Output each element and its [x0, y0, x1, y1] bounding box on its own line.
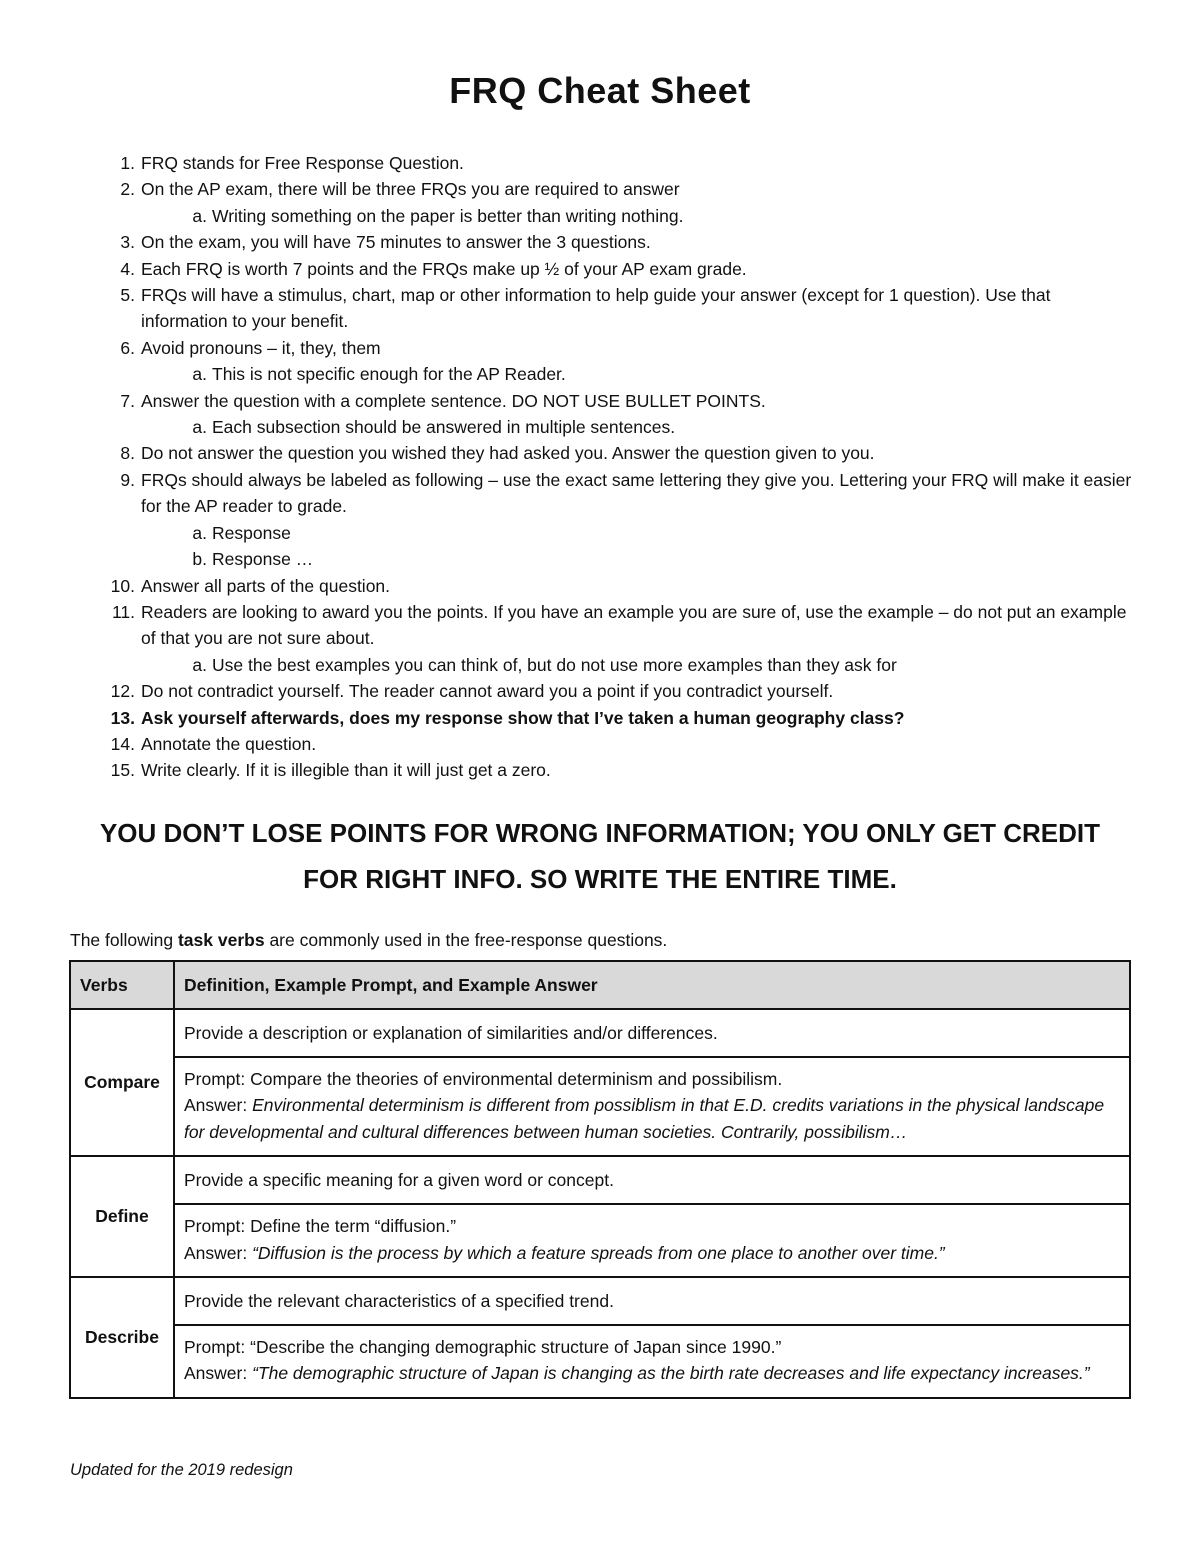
- list-item: [120, 440, 1141, 466]
- column-header-verbs: Verbs: [70, 961, 174, 1009]
- item-text: Readers are looking to award you the points. If you have an example you are sure of, use the example – do not put an example of that you are not sure about.: [141, 601, 1127, 649]
- item-text: FRQs will have a stimulus, chart, map or other information to help guide your answer (except for 1 question). Use that information to your benefit.: [141, 285, 1051, 332]
- item-number: 2.: [120, 179, 135, 200]
- table-row: [70, 1009, 1130, 1057]
- verb-cell: Define: [70, 1156, 174, 1277]
- prompt-text: “Describe the changing demographic structure of Japan since 1990.”: [250, 1337, 782, 1358]
- answer-label: Answer:: [184, 1095, 253, 1116]
- item-text: Do not answer the question you wished they had asked you. Answer the question given to you.: [141, 443, 875, 464]
- answer-text: Environmental determinism is different from possiblism in that E.D. credits variations in the physical landscape for developmental and cultural differences between human societies. Contrarily, possibilism…: [184, 1095, 1105, 1142]
- verb-cell: Compare: [70, 1009, 174, 1156]
- item-number: 7.: [120, 390, 135, 411]
- list-item: [120, 176, 1141, 229]
- sub-item-letter: a.: [192, 364, 207, 385]
- sub-list: [141, 414, 1141, 440]
- item-text: On the exam, you will have 75 minutes to answer the 3 questions.: [141, 232, 651, 253]
- sub-list-item: [141, 546, 1141, 572]
- sub-item-letter: a.: [192, 417, 207, 438]
- list-item: [120, 150, 1141, 176]
- sub-item-text: Each subsection should be answered in multiple sentences.: [212, 417, 676, 438]
- sub-list: [141, 361, 1141, 387]
- prompt-label: Prompt:: [184, 1216, 251, 1237]
- sub-item-letter: a.: [192, 205, 207, 226]
- list-item: [120, 229, 1141, 255]
- item-text: FRQs should always be labeled as following – use the exact same lettering they give you. Lettering your FRQ will make it easier for the AP reader to grade.: [141, 469, 1132, 517]
- item-number: 4.: [120, 258, 135, 279]
- item-number: 1.: [120, 153, 135, 173]
- table-header-row: [70, 961, 1130, 1009]
- prompt-label: Prompt:: [184, 1069, 251, 1089]
- answer-line: [184, 1240, 1120, 1266]
- item-number: 6.: [120, 337, 135, 358]
- item-number: 11.: [111, 601, 135, 622]
- sub-list-item: [141, 361, 1141, 387]
- item-text: Answer all parts of the question.: [141, 575, 391, 596]
- sub-item-text: This is not specific enough for the AP Reader.: [212, 364, 566, 385]
- list-item: [110, 573, 1141, 599]
- definition-cell: Provide a specific meaning for a given word or concept.: [174, 1156, 1130, 1204]
- verb-cell: Describe: [70, 1277, 174, 1398]
- prompt-text: Define the term “diffusion.”: [250, 1216, 457, 1237]
- list-item: [110, 678, 1141, 704]
- item-number: 9.: [120, 469, 135, 490]
- example-cell: [174, 1325, 1130, 1398]
- sub-list-item: [141, 652, 1141, 678]
- item-number: 8.: [120, 443, 135, 464]
- tips-list: [110, 150, 1141, 784]
- answer-text: “Diffusion is the process by which a feature spreads from one place to another over time.”: [252, 1242, 945, 1263]
- sub-item-text: Use the best examples you can think of, but do not use more examples than they ask for: [212, 654, 897, 675]
- example-cell: [174, 1204, 1130, 1277]
- answer-text: “The demographic structure of Japan is changing as the birth rate decreases and life expectancy increases.”: [252, 1363, 1090, 1384]
- list-item-emphasized: [110, 705, 1141, 731]
- sub-list: [141, 203, 1141, 229]
- item-number: 14.: [110, 733, 135, 754]
- table-intro: [70, 930, 667, 951]
- sub-list-item: [141, 520, 1141, 546]
- table-row: [70, 1057, 1130, 1156]
- example-cell: [174, 1057, 1130, 1156]
- list-item: [120, 335, 1141, 388]
- prompt-text: Compare the theories of environmental determinism and possibilism.: [250, 1069, 783, 1089]
- item-text: Answer the question with a complete sentence. DO NOT USE BULLET POINTS.: [141, 390, 766, 411]
- list-item: [110, 731, 1141, 757]
- sub-list: [141, 520, 1141, 573]
- item-number: 3.: [120, 232, 135, 253]
- table-row: [70, 1156, 1130, 1204]
- list-item: [120, 388, 1141, 441]
- item-number: 13.: [110, 707, 135, 728]
- sub-item-letter: a.: [192, 522, 207, 543]
- item-text: Write clearly. If it is illegible than it will just get a zero.: [141, 760, 551, 781]
- prompt-line: [184, 1213, 1120, 1239]
- item-text: On the AP exam, there will be three FRQs you are required to answer: [141, 179, 680, 200]
- intro-before: The following: [70, 930, 178, 950]
- list-item: [110, 757, 1141, 783]
- sub-item-text: Response …: [212, 549, 314, 570]
- table-row: [70, 1204, 1130, 1277]
- answer-label: Answer:: [184, 1363, 253, 1384]
- item-number: 12.: [110, 681, 135, 702]
- item-text: Annotate the question.: [141, 733, 317, 754]
- item-number: 15.: [110, 760, 135, 781]
- prompt-line: [184, 1066, 1120, 1092]
- item-text: Avoid pronouns – it, they, them: [141, 337, 381, 358]
- sub-list-item: [141, 414, 1141, 440]
- sub-item-text: Writing something on the paper is better than writing nothing.: [212, 205, 684, 226]
- table-row: [70, 1277, 1130, 1325]
- list-item: [120, 256, 1141, 282]
- sub-list: [141, 652, 1141, 678]
- intro-after: are commonly used in the free-response questions.: [264, 930, 668, 950]
- list-item: [120, 467, 1141, 573]
- item-number: 5.: [120, 285, 135, 306]
- sub-list-item: [141, 203, 1141, 229]
- prompt-label: Prompt:: [184, 1337, 251, 1358]
- task-verbs-table: [69, 960, 1131, 1399]
- sub-item-letter: b.: [192, 549, 207, 570]
- answer-line: [184, 1092, 1120, 1145]
- banner-line-1: YOU DON’T LOSE POINTS FOR WRONG INFORMATION; YOU ONLY GET CREDIT: [99, 818, 1101, 848]
- sub-item-text: Response: [212, 522, 291, 543]
- banner-line-2: FOR RIGHT INFO. SO WRITE THE ENTIRE TIME.: [303, 864, 897, 894]
- intro-bold: task verbs: [177, 930, 265, 950]
- table-row: [70, 1325, 1130, 1398]
- item-text: Do not contradict yourself. The reader cannot award you a point if you contradict yourself.: [141, 681, 834, 702]
- item-text: Each FRQ is worth 7 points and the FRQs make up ½ of your AP exam grade.: [141, 258, 747, 279]
- item-text: Ask yourself afterwards, does my response show that I’ve taken a human geography class?: [141, 707, 905, 728]
- sub-item-letter: a.: [192, 654, 207, 675]
- page-title: FRQ Cheat Sheet: [449, 70, 751, 111]
- footer-note: Updated for the 2019 redesign: [70, 1461, 293, 1479]
- item-text: FRQ stands for Free Response Question.: [141, 153, 464, 173]
- list-item: [120, 282, 1141, 335]
- answer-line: [184, 1360, 1120, 1386]
- item-number: 10.: [110, 575, 135, 596]
- prompt-line: [184, 1334, 1120, 1360]
- list-item: [111, 599, 1141, 678]
- emphasis-banner: [40, 810, 1160, 902]
- definition-cell: Provide the relevant characteristics of a specified trend.: [174, 1277, 1130, 1325]
- column-header-definition: Definition, Example Prompt, and Example Answer: [174, 961, 1130, 1009]
- answer-label: Answer:: [184, 1242, 253, 1263]
- definition-cell: Provide a description or explanation of similarities and/or differences.: [174, 1009, 1130, 1057]
